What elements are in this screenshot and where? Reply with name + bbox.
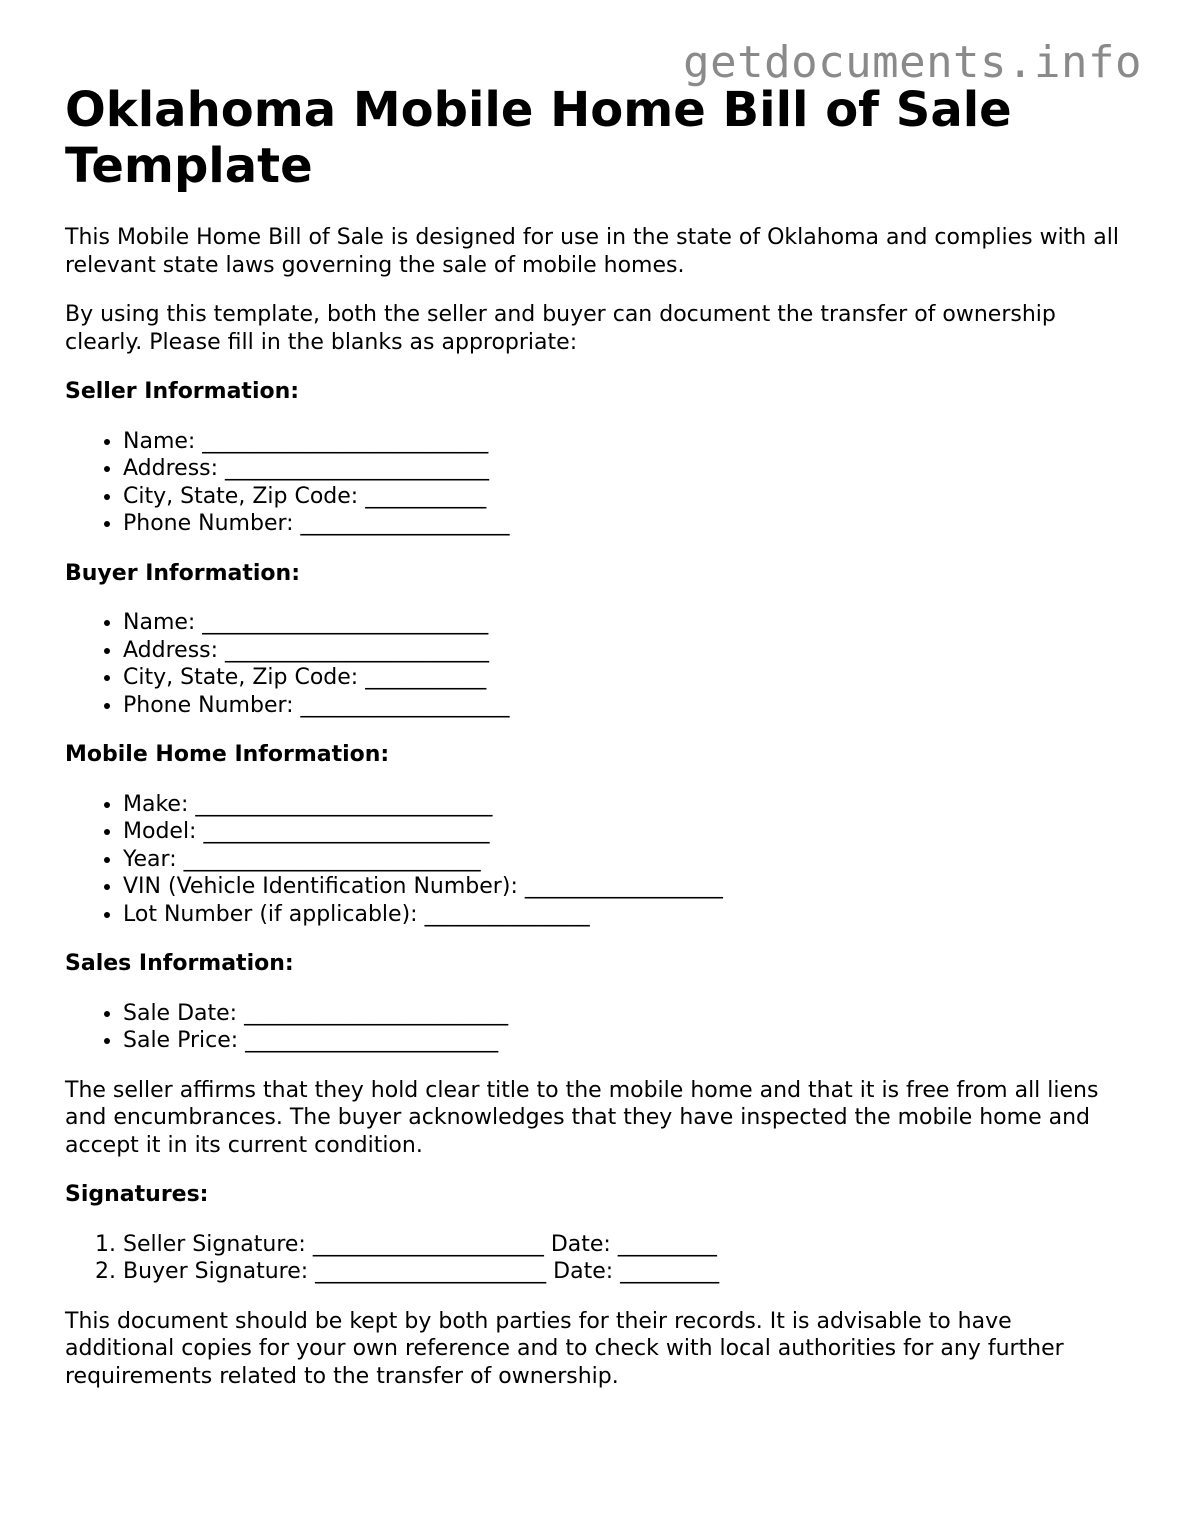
mobile-home-field-list <box>65 791 1125 929</box>
mobile-home-section-heading: Mobile Home Information: <box>65 742 390 767</box>
signatures-section-heading: Signatures: <box>65 1182 209 1207</box>
buyer-address-field: • Address: ________________________ <box>123 637 1125 665</box>
make-field: • Make: ___________________________ <box>123 791 1125 819</box>
buyer-phone-field: • Phone Number: ___________________ <box>123 692 1125 720</box>
seller-signature-line: 1. Seller Signature: _____________________ Date: _________ <box>123 1231 1125 1259</box>
buyer-section-heading: Buyer Information: <box>65 560 300 586</box>
document-page <box>65 82 1125 1412</box>
document-title: Oklahoma Mobile Home Bill of Sale Template <box>65 82 1012 194</box>
sale-date-field: • Sale Date: ________________________ <box>123 1000 1125 1028</box>
vin-field: • VIN (Vehicle Identification Number): __________________ <box>123 873 1125 901</box>
buyer-name-field: • Name: __________________________ <box>123 609 1125 637</box>
buyer-signature-line: 2. Buyer Signature: _____________________ Date: _________ <box>123 1258 1125 1286</box>
seller-field-list <box>65 428 1125 538</box>
intro-paragraph: This Mobile Home Bill of Sale is designed for use in the state of Oklahoma and complies with all relevant state laws governing the sale of mobile homes. <box>65 225 1119 278</box>
year-field: • Year: ___________________________ <box>123 846 1125 874</box>
seller-section-heading: Seller Information: <box>65 379 300 404</box>
affirmation-paragraph: The seller affirms that they hold clear title to the mobile home and that it is free from all liens and encumbrances. The buyer acknowledges that they have inspected the mobile home and accept it in its current condition. <box>65 1077 1099 1158</box>
signatures-list <box>65 1231 1125 1286</box>
closing-paragraph: This document should be kept by both parties for their records. It is advisable to have additional copies for your own reference and to check with local authorities for any further requirements related to the transfer of ownership. <box>65 1308 1064 1389</box>
instructions-paragraph: By using this template, both the seller and buyer can document the transfer of ownership clearly. Please fill in the blanks as appropriate: <box>65 302 1056 355</box>
watermark: getdocuments.info <box>683 37 1142 88</box>
seller-address-field: • Address: ________________________ <box>123 455 1125 483</box>
buyer-city-state-zip-field: • City, State, Zip Code: ___________ <box>123 664 1125 692</box>
sale-price-field: • Sale Price: _______________________ <box>123 1027 1125 1055</box>
model-field: • Model: __________________________ <box>123 818 1125 846</box>
seller-name-field: • Name: __________________________ <box>123 428 1125 456</box>
sales-field-list <box>65 1000 1125 1055</box>
seller-phone-field: • Phone Number: ___________________ <box>123 510 1125 538</box>
lot-number-field: • Lot Number (if applicable): _______________ <box>123 901 1125 929</box>
sales-section-heading: Sales Information: <box>65 951 294 976</box>
buyer-field-list <box>65 609 1125 719</box>
seller-city-state-zip-field: • City, State, Zip Code: ___________ <box>123 483 1125 511</box>
